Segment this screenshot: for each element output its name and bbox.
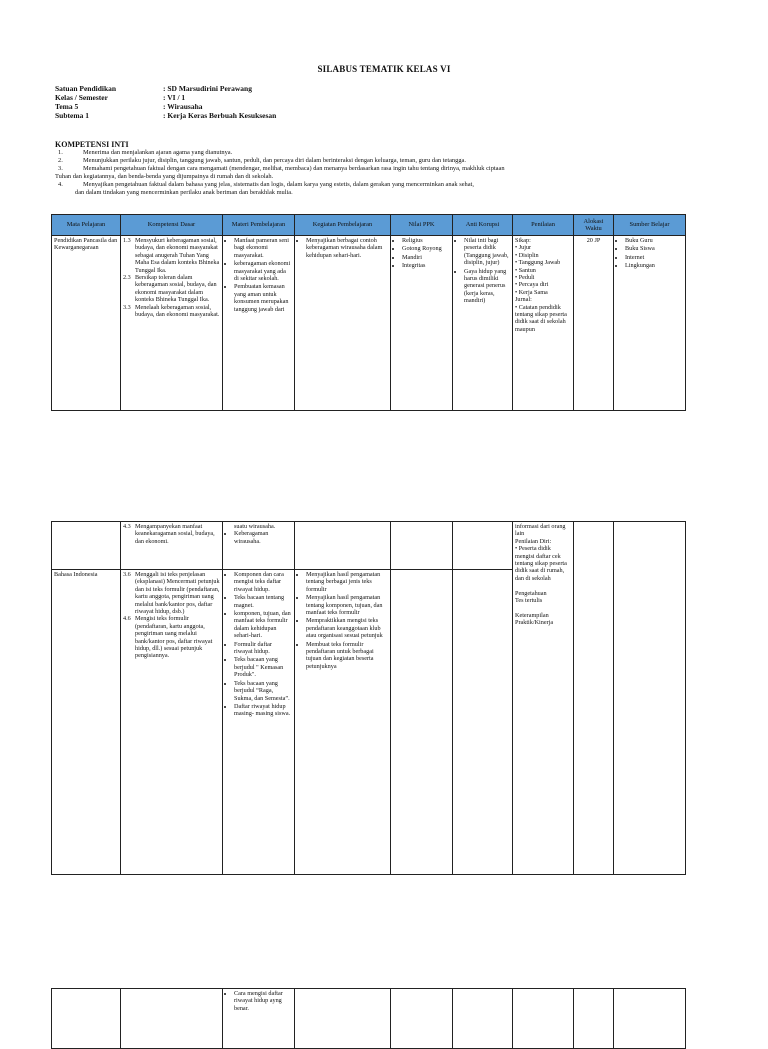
list-item: • Formulir daftar riwayat hidup. xyxy=(234,641,292,656)
ki-item xyxy=(55,157,685,165)
header-cell: Nilai PPK xyxy=(391,215,453,236)
materi-cell xyxy=(223,236,295,411)
materi-cell xyxy=(223,989,295,1049)
list-item: • Mempraktikkan mengisi teks pendaftaran keanggotaan klub atau organisasi sesuai petunjuk xyxy=(306,617,388,639)
list-item: • Menyajikan hasil pengamatan tentang berbagai jenis teks formulir xyxy=(306,571,388,593)
list-item: • Integritas xyxy=(402,262,450,269)
identity-row xyxy=(55,102,276,111)
ki-continuation: Tuhan dan kegiatannya, dan benda-benda yang dijumpainya di rumah dan di sekolah. xyxy=(55,173,274,180)
list-item: • Buku Siswa xyxy=(625,245,683,252)
ki-text: Menyajikan pengetahuan faktual dalam bahasa yang jelas, sistematis dan logis, dalam karya yang estetis, dalam gerakan yang mencerminkan anak sehat, xyxy=(83,181,474,188)
ki-heading: KOMPETENSI INTI xyxy=(55,140,129,149)
list-item: • Teks bacaan yang berjudul " Kemasan Produk". xyxy=(234,656,292,678)
list-item: • Daftar riwayat hidup masing- masing siswa. xyxy=(234,703,292,718)
kd-cell xyxy=(121,989,223,1049)
kd-item xyxy=(123,615,220,659)
header-cell: Materi Pembelajaran xyxy=(223,215,295,236)
header-cell: Anti Korupsi xyxy=(453,215,513,236)
list-item: • Manfaat pameran seni bagi ekonomi masyarakat. xyxy=(234,237,292,259)
kegiatan-cell xyxy=(295,989,391,1049)
list-item: • Menyajikan hasil pengamatan tentang komponen, tujuan, dan manfaat teks formulir xyxy=(306,594,388,616)
penilaian-text: informasi dari orang lain Penilaian Diri: • Peserta didik mengisi daftar cek tentang sikap peserta didik saat di rumah, dan di sekolah xyxy=(515,523,567,582)
ki-number: 3. xyxy=(58,165,63,172)
kd-number: 2.3 xyxy=(123,274,131,282)
ki-item xyxy=(55,165,685,173)
list-item: • Buku Guru xyxy=(625,237,683,244)
penilaian-text: Pengetahuan Tes tertulis Keterampilan Praktik/Kinerja xyxy=(515,589,554,627)
kd-number: 4.6 xyxy=(123,615,131,623)
list-item: • Komponen dan cara mengisi teks daftar riwayat hidup. xyxy=(234,571,292,593)
identity-block xyxy=(55,84,276,120)
header-cell: Alokasi Waktu xyxy=(574,215,614,236)
ppk-cell xyxy=(391,989,453,1049)
penilaian-cell xyxy=(513,522,574,875)
ki-list xyxy=(55,149,685,197)
list-item: • Nilai inti bagi peserta didik (Tanggung jawab, disiplin, jujur) xyxy=(464,237,510,267)
header-cell: Penilaian xyxy=(513,215,574,236)
page-title: SILABUS TEMATIK KELAS VI xyxy=(317,64,451,74)
sumber-cell xyxy=(614,522,686,875)
ki-number: 2. xyxy=(58,157,63,164)
anti-korupsi-cell xyxy=(453,989,513,1049)
list-item: • Mandiri xyxy=(402,254,450,261)
list-item: • Teks bacaan yang berjudul “Raga, Sukma, dan Semesta”. xyxy=(234,680,292,702)
anti-korupsi-cell xyxy=(453,570,513,875)
kd-text: Mensyukuri keberagaman sosial, budaya, dan ekonomi masyarakat sebagai anugerah Tuhan Yang Maha Esa dalam konteks Bhineka Tunggal Ika. xyxy=(135,237,220,274)
table-row xyxy=(52,236,686,411)
ppk-cell xyxy=(391,236,453,411)
penilaian-cell: Sikap: • Jujur • Disiplin • Tanggung Jawab • Santun • Peduli • Percaya diri • Kerja Sama Jurnal: • Catatan pendidik tentang sikap peserta didik saat di sekolah maupun xyxy=(513,236,574,411)
list-item: • Gotong Royong xyxy=(402,245,450,252)
kegiatan-cell xyxy=(295,236,391,411)
identity-row xyxy=(55,84,276,93)
ki-text: Memahami pengetahuan faktual dengan cara mengamati (mendengar, melihat, membaca) dan menanya berdasarkan rasa ingin tahu tentang dirinya, makhluk ciptaan xyxy=(83,165,505,172)
materi-continuation: suatu wirausaha. xyxy=(234,523,276,530)
ki-number: 4. xyxy=(58,181,63,188)
list-item: • komponen, tujuan, dan manfaat teks formulir dalam kehidupan sehari-hari. xyxy=(234,610,292,640)
header-cell: Sumber Belajar xyxy=(614,215,686,236)
anti-korupsi-cell xyxy=(453,236,513,411)
kd-item xyxy=(123,237,220,274)
kd-number: 3.6 xyxy=(123,571,131,578)
kd-cell xyxy=(121,236,223,411)
kd-item xyxy=(123,571,220,615)
kd-text: Menggali isi teks penjelasan (eksplanasi) Mencermati petunjuk dan isi teks formulir (pendaftaran, kartu anggota, pengiriman uang melalui bank/kantor pos, daftar riwayat hidup, dsb.) xyxy=(135,571,220,616)
kd-item xyxy=(123,523,220,545)
syllabus-table-page3 xyxy=(51,988,686,1049)
ki-number: 1. xyxy=(58,149,63,156)
kd-cell xyxy=(121,570,223,875)
identity-value: : Kerja Keras Berbuah Kesuksesan xyxy=(163,111,277,120)
syllabus-table-page2 xyxy=(51,521,686,875)
materi-cell xyxy=(223,522,295,570)
ppk-cell xyxy=(391,522,453,570)
syllabus-table-page1 xyxy=(51,214,686,411)
table-row xyxy=(52,989,686,1049)
identity-row xyxy=(55,111,276,120)
kegiatan-cell xyxy=(295,570,391,875)
list-item: • Teks bacaan tentang magnet. xyxy=(234,594,292,609)
table-header-row xyxy=(52,215,686,236)
subject-cell xyxy=(52,522,121,570)
ki-text: Menunjukkan perilaku jujur, disiplin, tanggung jawab, santun, peduli, dan percaya diri dalam berinteraksi dengan keluarga, teman, guru dan tetangga. xyxy=(83,157,466,164)
kd-text: Menelaah keberagaman sosial, budaya, dan ekonomi masyarakat. xyxy=(135,303,220,319)
alokasi-cell xyxy=(574,989,614,1049)
kd-number: 3.3 xyxy=(123,303,131,311)
list-item: • Gaya hidup yang harus dimiliki generasi penerus (kerja keras, mandiri) xyxy=(464,268,510,305)
list-item: • keberagaman ekonomi masyarakat yang ada di sekitar sekolah. xyxy=(234,260,292,282)
ki-text: Menerima dan menjalankan ajaran agama yang dianutnya. xyxy=(83,149,233,156)
kd-text: Mengampanyekan manfaat keanekaragaman sosial, budaya, dan ekonomi. xyxy=(135,523,215,545)
list-item: • Keberagaman wirausaha. xyxy=(234,530,292,545)
list-item: • Membuat teks formulir pendaftaran untuk berbagai tujuan dan kegiatan beserta petunjuknya xyxy=(306,641,388,671)
ki-item xyxy=(55,181,685,189)
identity-label: Satuan Pendidikan xyxy=(55,84,117,93)
kd-item xyxy=(123,274,220,304)
subject-cell xyxy=(52,989,121,1049)
subject-cell: Pendidikan Pancasila dan Kewarganegaraan xyxy=(52,236,121,411)
identity-value: : VI / 1 xyxy=(163,93,186,102)
kd-text: Bersikap toleran dalam keberagaman sosial, budaya, dan ekonomi masyarakat dalam konteks Bhineka Tunggal Ika. xyxy=(135,274,217,304)
header-cell: Kompetensi Dasar xyxy=(121,215,223,236)
list-item: • Internet xyxy=(625,254,683,261)
identity-label: Subtema 1 xyxy=(55,111,89,120)
kd-text: Mengisi teks formulir (pendaftaran, kartu anggota, pengiriman uang melalui bank/kantor pos, daftar riwayat hidup, dll.) sesuai petunjuk pengisiannya. xyxy=(135,615,213,660)
kd-item xyxy=(123,304,220,319)
materi-cell xyxy=(223,570,295,875)
list-item: • Cara mengisi daftar riwayat hidup ayng benar. xyxy=(234,990,292,1012)
identity-value: : Wirausaha xyxy=(163,102,203,111)
sumber-cell xyxy=(614,989,686,1049)
header-cell: Mata Pelajaran xyxy=(52,215,121,236)
subject-cell: Bahasa Indonesia xyxy=(52,570,121,875)
identity-label: Tema 5 xyxy=(55,102,79,111)
table-row xyxy=(52,522,686,570)
penilaian-cell xyxy=(513,989,574,1049)
header-cell: Kegiatan Pembelajaran xyxy=(295,215,391,236)
ki-continuation: dan dalam tindakan yang mencerminkan perilaku anak beriman dan berakhlak mulia. xyxy=(75,189,293,196)
kd-number: 1.3 xyxy=(123,237,131,244)
list-item: • Lingkungan xyxy=(625,262,683,269)
anti-korupsi-cell xyxy=(453,522,513,570)
kd-cell xyxy=(121,522,223,570)
identity-row xyxy=(55,93,276,102)
list-item: • Menyajikan berbagai contoh keberagaman wirausaha dalam kehidupan sehari-hari. xyxy=(306,237,388,259)
identity-value: : SD Marsudirini Perawang xyxy=(163,84,252,93)
alokasi-cell xyxy=(574,522,614,875)
kd-number: 4.3 xyxy=(123,523,131,530)
ppk-cell xyxy=(391,570,453,875)
sumber-cell xyxy=(614,236,686,411)
kegiatan-cell xyxy=(295,522,391,570)
ki-item xyxy=(55,149,685,157)
list-item: • Religius xyxy=(402,237,450,244)
list-item: • Pembuatan kemasan yang aman untuk konsumen merupakan tanggung jawab dari xyxy=(234,283,292,313)
alokasi-cell: 20 JP xyxy=(574,236,614,411)
identity-label: Kelas / Semester xyxy=(55,93,108,102)
